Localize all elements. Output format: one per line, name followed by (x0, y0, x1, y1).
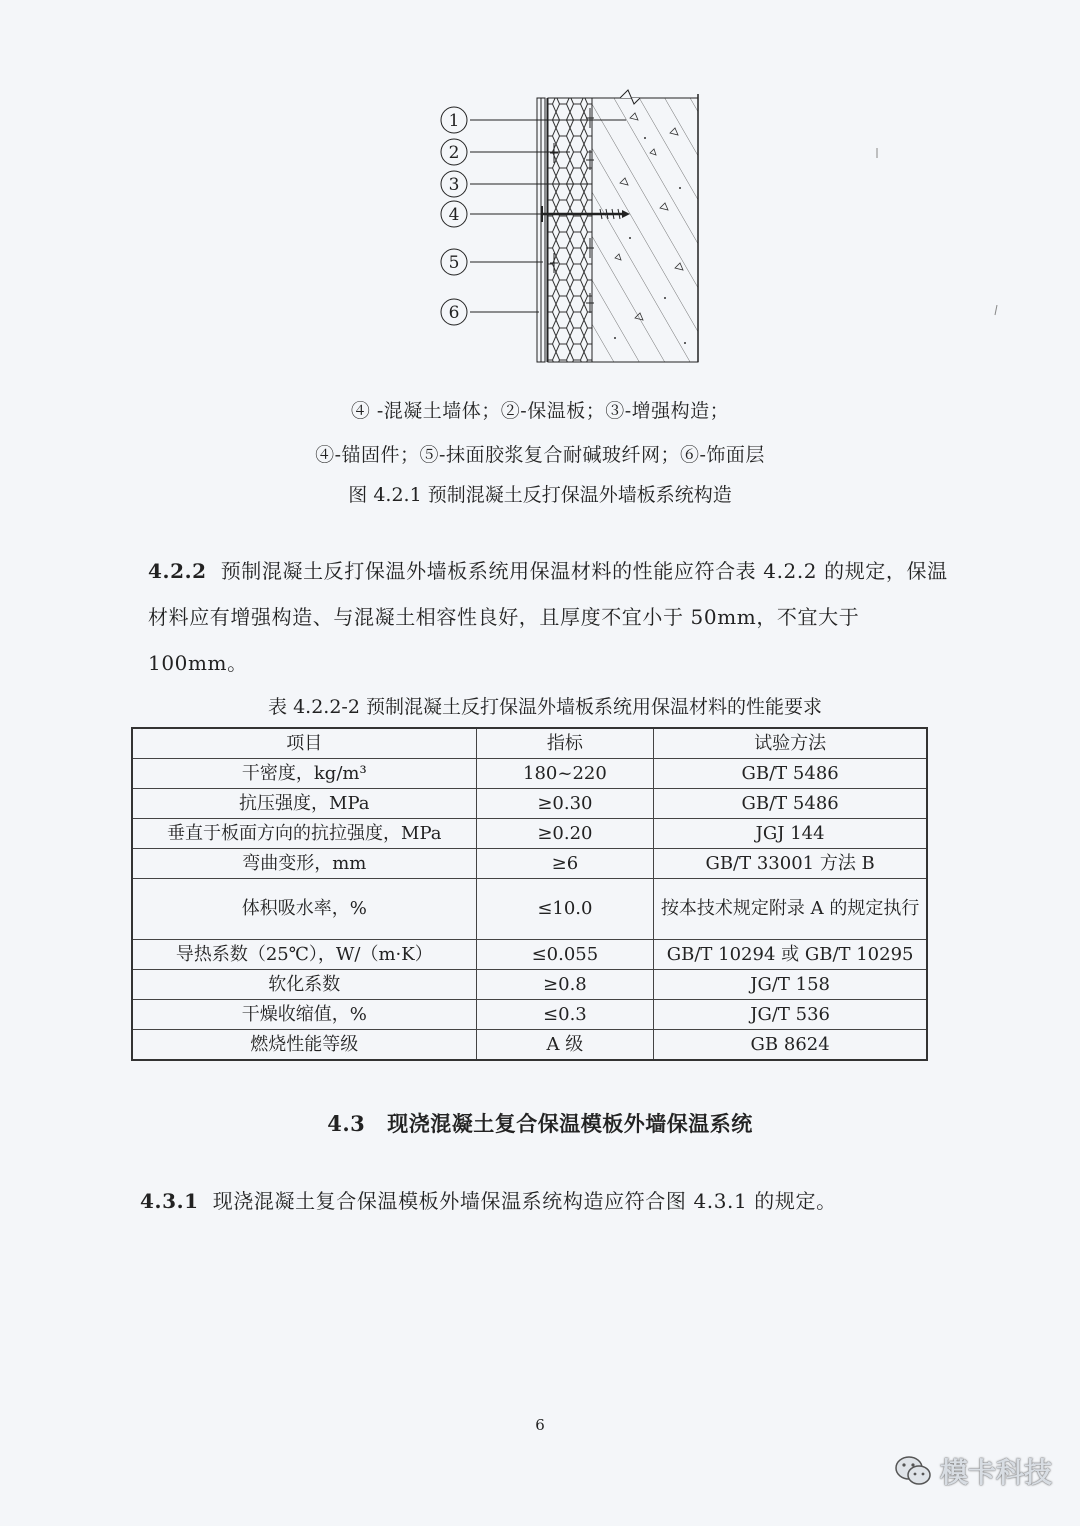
table-cell: 180~220 (476, 759, 654, 789)
figure-legend-line-2: ④-锚固件；⑤-抹面胶浆复合耐碱玻纤网；⑥-饰面层 (315, 444, 765, 466)
clause-4-2-2 (148, 548, 948, 686)
table-header-row (132, 728, 927, 759)
table-cell: 软化系数 (132, 970, 476, 1000)
table-row (132, 970, 927, 1000)
table-cell: GB/T 5486 (654, 759, 927, 789)
clause-number: 4.2.2 (148, 559, 207, 583)
table-cell: JGJ 144 (654, 819, 927, 849)
scan-speck (874, 148, 880, 160)
table-row (132, 789, 927, 819)
table-cell: GB 8624 (654, 1030, 927, 1061)
section-heading-4-3 (0, 1108, 1080, 1138)
section-title: 现浇混凝土复合保温模板外墙保温系统 (387, 1111, 753, 1136)
table-row (132, 1030, 927, 1061)
table-cell: ≤0.055 (476, 940, 654, 970)
watermark-text: 模卡科技 (939, 1456, 1052, 1489)
finish-layer (537, 98, 541, 362)
header-index: 指标 (476, 728, 654, 759)
table-cell: ≥0.8 (476, 970, 654, 1000)
header-test-method: 试验方法 (654, 728, 927, 759)
table-row (132, 879, 927, 940)
table-row (132, 849, 927, 879)
insulation-board (548, 98, 592, 362)
callout-2: 2 (448, 143, 460, 163)
table-cell: GB/T 33001 方法 B (654, 849, 927, 879)
watermark (894, 1451, 1052, 1491)
table-cell: 导热系数（25℃），W/（m·K） (132, 940, 476, 970)
clause-4-3-1 (140, 1178, 940, 1224)
section-number: 4.3 (327, 1111, 366, 1136)
callout-1: 1 (448, 111, 460, 131)
wechat-icon (894, 1454, 932, 1488)
callout-4: 4 (448, 205, 460, 225)
table-cell: GB/T 5486 (654, 789, 927, 819)
page-number: 6 (535, 1416, 545, 1434)
table-cell: 体积吸水率，% (132, 879, 476, 940)
callout-5: 5 (448, 253, 460, 273)
table-cell: JG/T 158 (654, 970, 927, 1000)
table-row (132, 1000, 927, 1030)
wall-section-diagram (430, 88, 710, 378)
table-cell: JG/T 536 (654, 1000, 927, 1030)
table-row (132, 819, 927, 849)
table-cell: A 级 (476, 1030, 654, 1061)
clause-text: 预制混凝土反打保温外墙板系统用保温材料的性能应符合表 4.2.2 的规定，保温材料应有增强构造、与混凝土相容性良好，且厚度不宜小于 50mm，不宜大于 100mm。 (148, 559, 948, 675)
table-cell: 弯曲变形，mm (132, 849, 476, 879)
scan-speck (993, 305, 999, 317)
table-cell: ≤0.3 (476, 1000, 654, 1030)
table-cell: 干燥收缩值，% (132, 1000, 476, 1030)
performance-table (131, 727, 928, 1061)
table-row (132, 759, 927, 789)
table-cell: GB/T 10294 或 GB/T 10295 (654, 940, 927, 970)
table-cell: ≥0.20 (476, 819, 654, 849)
clause-text: 现浇混凝土复合保温模板外墙保温系统构造应符合图 4.3.1 的规定。 (212, 1189, 837, 1213)
table-cell: 燃烧性能等级 (132, 1030, 476, 1061)
table-row (132, 940, 927, 970)
table-cell: ≥0.30 (476, 789, 654, 819)
clause-number: 4.3.1 (140, 1189, 199, 1213)
table-cell: ≤10.0 (476, 879, 654, 940)
header-item: 项目 (132, 728, 476, 759)
callout-6: 6 (448, 303, 460, 323)
table-cell: ≥6 (476, 849, 654, 879)
table-cell: 干密度，kg/m³ (132, 759, 476, 789)
wall-section-svg (430, 88, 710, 378)
table-cell: 抗压强度，MPa (132, 789, 476, 819)
figure-caption: 图 4.2.1 预制混凝土反打保温外墙板系统构造 (348, 484, 732, 506)
mesh-layer (541, 98, 545, 362)
callout-3: 3 (448, 175, 460, 195)
table-cell: 垂直于板面方向的抗拉强度，MPa (132, 819, 476, 849)
table-cell: 按本技术规定附录 A 的规定执行 (654, 879, 927, 940)
figure-legend-line-1: ④ -混凝土墙体；②-保温板；③-增强构造； (350, 400, 730, 422)
table-title: 表 4.2.2-2 预制混凝土反打保温外墙板系统用保温材料的性能要求 (268, 696, 822, 718)
